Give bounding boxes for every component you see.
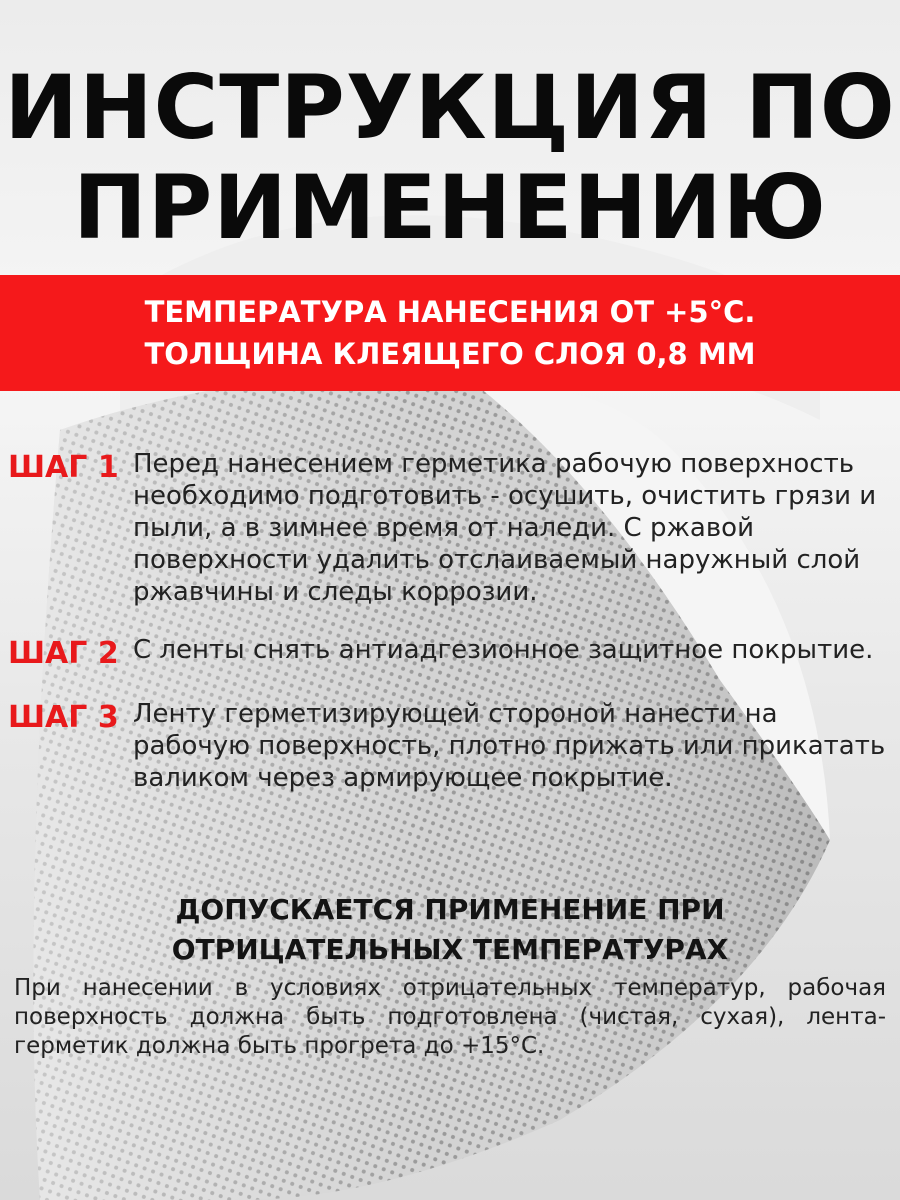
step-2-label: ШАГ 2 <box>8 636 119 671</box>
negative-temperature-heading <box>0 890 900 970</box>
step-3-label: ШАГ 3 <box>8 700 119 735</box>
banner-line-1: ТЕМПЕРАТУРА НАНЕСЕНИЯ ОТ +5°С. <box>144 295 756 329</box>
step-2-text: С ленты снять антиадгезионное защитное покрытие. <box>133 635 874 665</box>
negative-temperature-text: При нанесении в условиях отрицательных температур, рабочая поверхность должна быть подготовлена (чистая, сухая), лента-герметик должна быть прогрета до +15°С. <box>14 975 886 1059</box>
step-1-label: ШАГ 1 <box>8 450 119 485</box>
title-line-2: ПРИМЕНЕНИЮ <box>73 156 827 259</box>
banner-line-2: ТОЛЩИНА КЛЕЯЩЕГО СЛОЯ 0,8 ММ <box>144 337 756 371</box>
temperature-banner <box>0 275 900 391</box>
page-title <box>0 58 900 258</box>
step-1-text: Перед нанесением герметика рабочую поверхность необходимо подготовить - осушить, очистить грязи и пыли, а в зимнее время от наледи. С ржавой поверхности удалить отслаиваемый наружный слой ржавчины и следы коррозии. <box>133 449 877 607</box>
negative-heading-line-2: ОТРИЦАТЕЛЬНЫХ ТЕМПЕРАТУРАХ <box>171 933 729 966</box>
negative-heading-line-1: ДОПУСКАЕТСЯ ПРИМЕНЕНИЕ ПРИ <box>175 893 725 926</box>
step-3-text: Ленту герметизирующей стороной нанести на рабочую поверхность, плотно прижать или прикатать валиком через армирующее покрытие. <box>133 699 886 793</box>
title-line-1: ИНСТРУКЦИЯ ПО <box>4 56 896 159</box>
